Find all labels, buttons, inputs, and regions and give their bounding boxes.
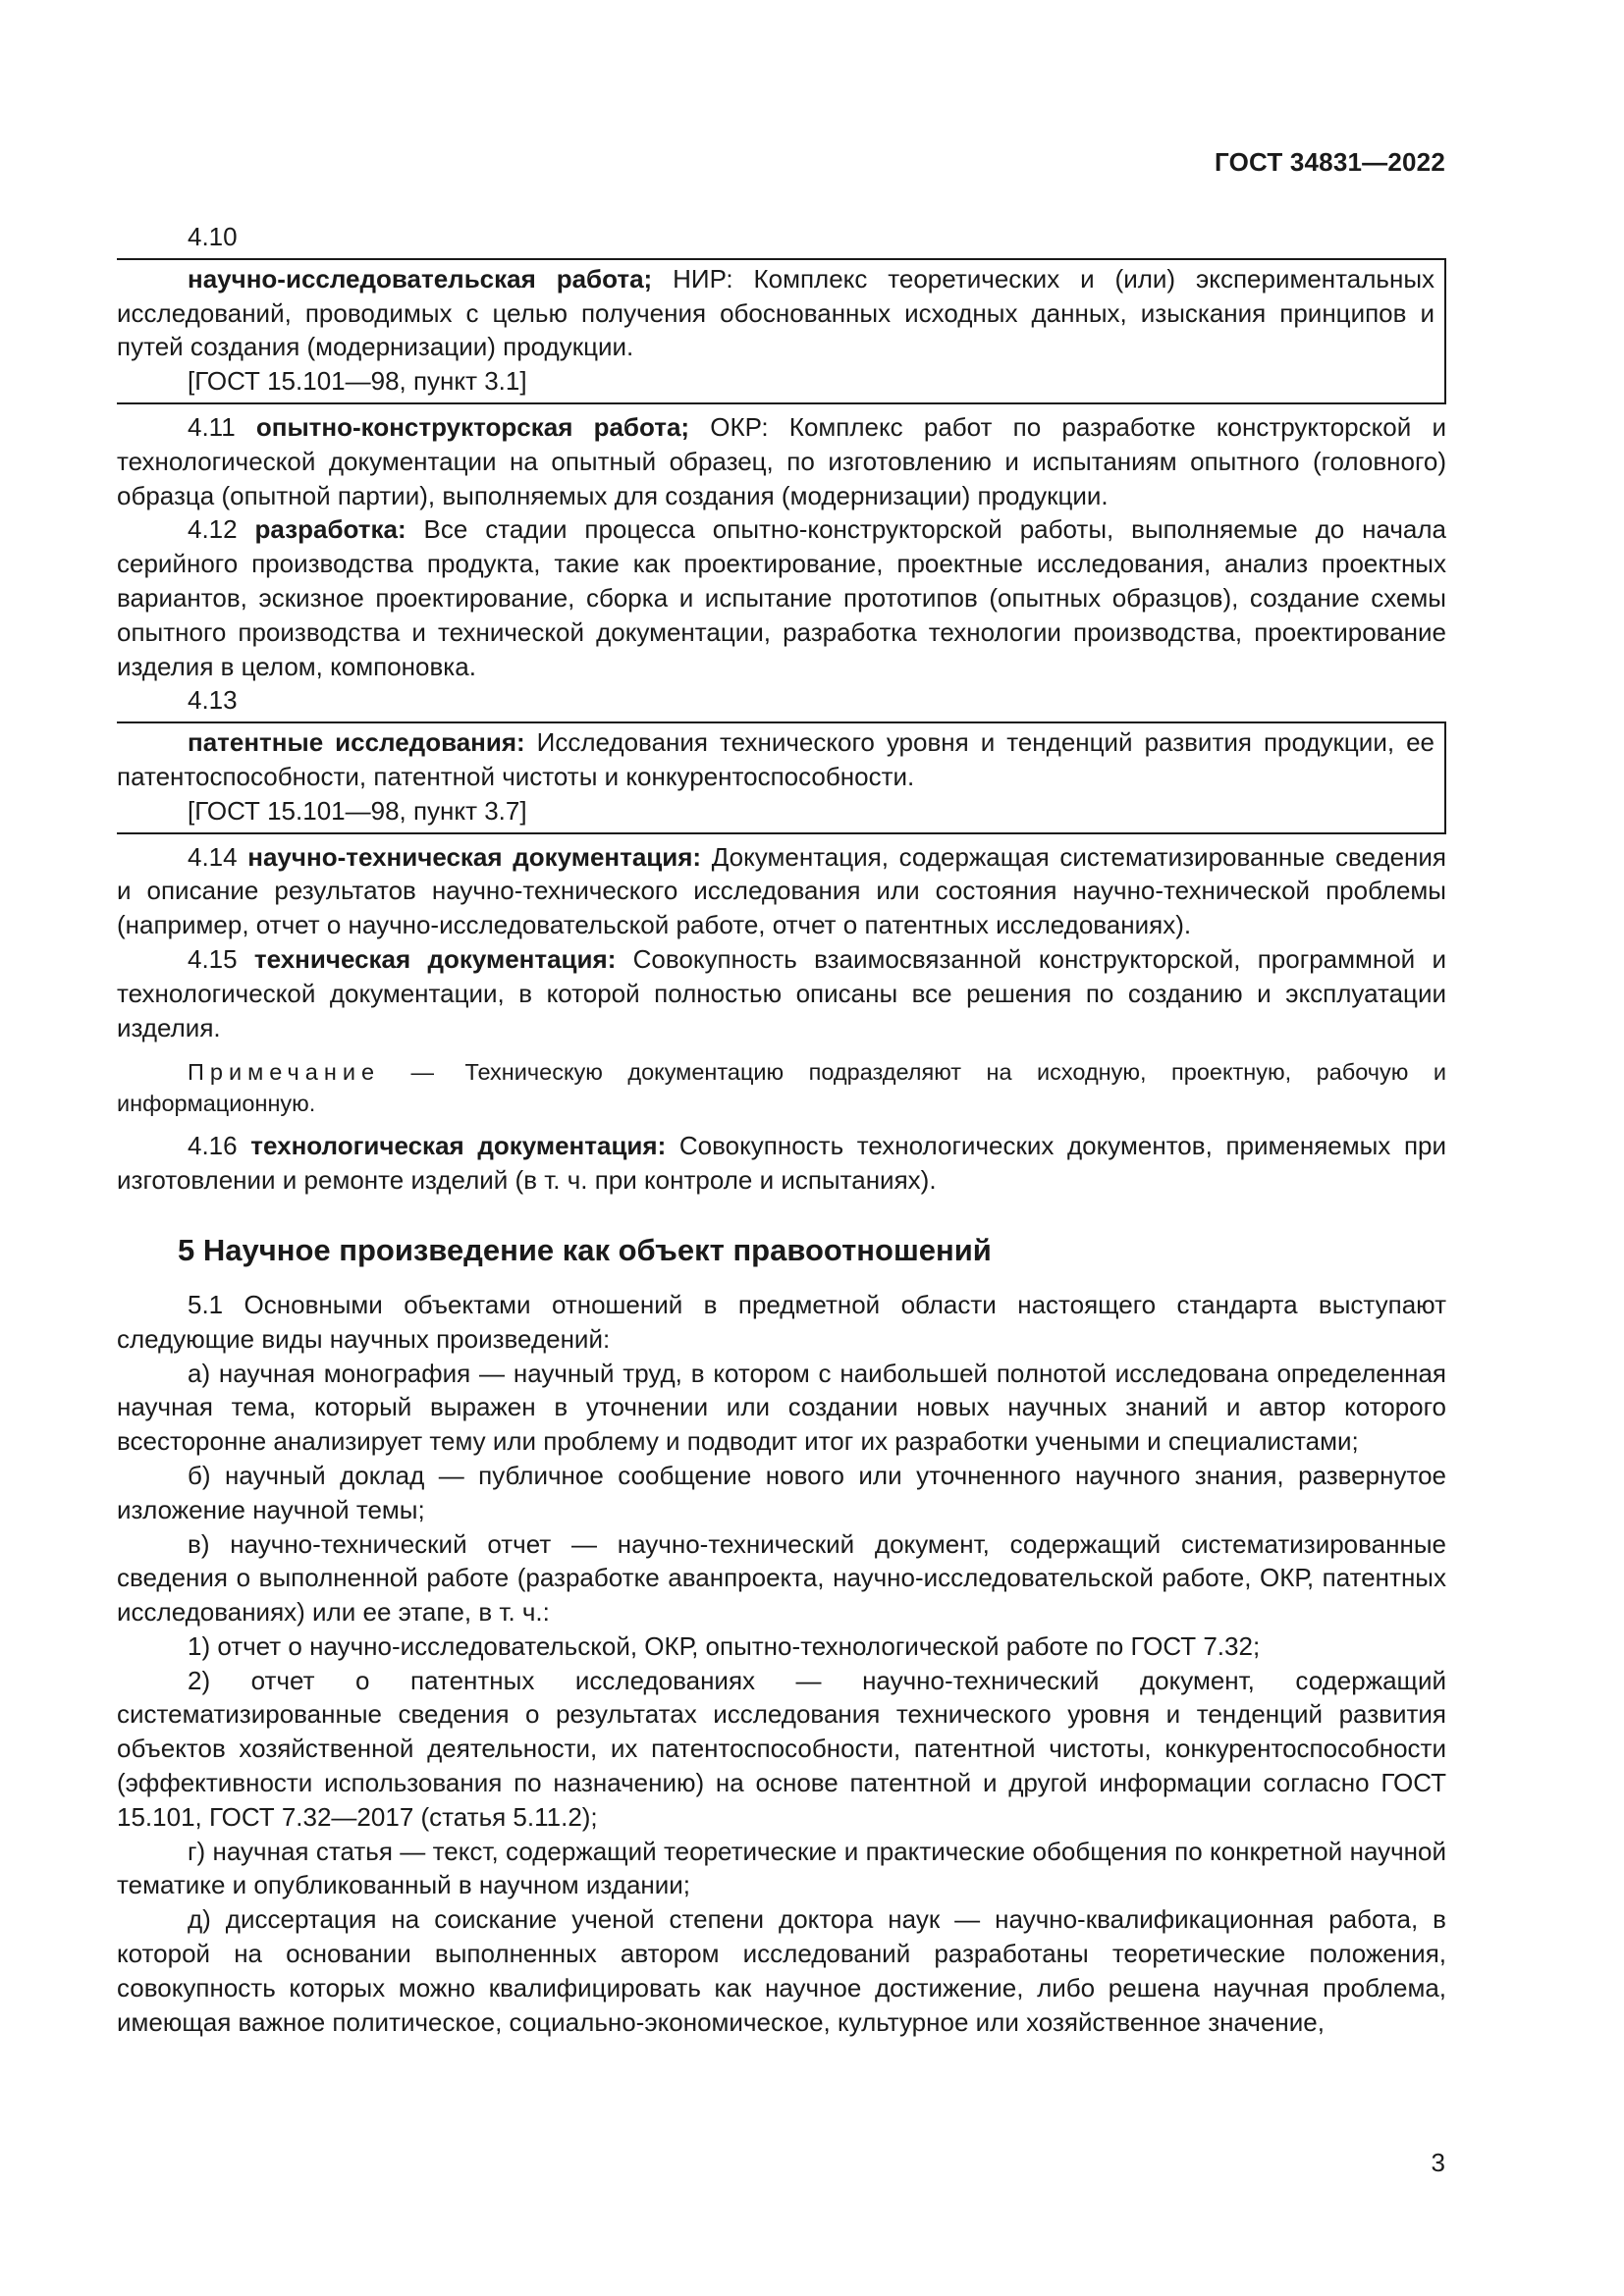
paragraph-5-1-v: в) научно-технический отчет — научно-технический документ, содержащий систематизированные сведения о выполненной работе (разработке аванпроекта, научно-исследовательской работе, ОКР, патентных исследованиях) или ее этапе, в т. ч.:: [117, 1528, 1446, 1628]
paragraph-5-1-v-2: 2) отчет о патентных исследованиях — научно-технический документ, содержащий систематизированные сведения о результатах исследования технического уровня и тенденций развития объектов хозяйственной деятельности, их патентоспособности, патентной чистоты, конкурентоспособности (эффективности использования по назначению) на основе патентной и другой информации согласно ГОСТ 15.101, ГОСТ 7.32—2017 (статья 5.11.2);: [117, 1665, 1446, 1832]
clause-number-4-14: 4.14: [188, 841, 238, 872]
clause-number-4-13: 4.13: [188, 685, 238, 716]
term-4-10: научно-исследовательская работа;: [188, 263, 653, 294]
definition-4-10: [117, 262, 1435, 364]
clause-number-4-16: 4.16: [188, 1131, 238, 1161]
paragraph-5-1-a: а) научная монография — научный труд, в котором с наибольшей полнотой исследована определенная научная тема, который выражен в уточнении или создании новых научных знаний и автор которого всесторонне анализирует тему или проблему и подводит итог их разработки учеными и специалистами;: [117, 1358, 1446, 1457]
note-label: Примечание —: [188, 1059, 440, 1086]
definition-text-4-11: ОКР: Комплекс работ по разработке конструкторской и технологической документации на опытный образец, по изготовлению и испытаниям опытного (головного) образца (опытной партии), выполняемых для создания (модернизации) продукции.: [117, 411, 1446, 510]
clause-number-4-10: 4.10: [188, 222, 238, 251]
definition-text-4-13: Исследования технического уровня и тенденций развития продукции, ее патентоспособности, патентной чистоты и конкурентоспособности.: [117, 727, 1435, 791]
term-4-12: разработка:: [254, 514, 406, 545]
document-code: ГОСТ 34831—2022: [1215, 147, 1445, 177]
clause-4-16: [117, 1129, 1446, 1198]
clause-4-12: [117, 512, 1446, 683]
term-4-11: опытно-конструкторская работа;: [255, 411, 690, 442]
definition-text-4-16: Совокупность технологических документов, применяемых при изготовлении и ремонте изделий (в т. ч. при контроле и испытаниях).: [117, 1131, 1447, 1196]
definition-box-4-10: [117, 258, 1446, 404]
document-body: [117, 220, 1446, 2039]
note-text: Техническую документацию подразделяют на исходную, проектную, рабочую и информационную.: [117, 1059, 1446, 1117]
definition-4-13: [117, 725, 1435, 794]
paragraph-5-1-v-1: 1) отчет о научно-исследовательской, ОКР, опытно-технологической работе по ГОСТ 7.32;: [188, 1630, 1261, 1661]
clause-number-4-12: 4.12: [188, 514, 238, 545]
page-number: 3: [1431, 2148, 1445, 2177]
paragraph-5-1: 5.1 Основными объектами отношений в предметной области настоящего стандарта выступают следующие виды научных произведений:: [117, 1289, 1446, 1354]
term-4-16: технологическая документация:: [250, 1131, 667, 1161]
definition-box-4-13: [117, 721, 1446, 833]
clause-number-4-11: 4.11: [188, 411, 236, 442]
definition-text-4-12: Все стадии процесса опытно-конструкторской работы, выполняемые до начала серийного производства продукта, такие как проектирование, проектные исследования, анализ проектных вариантов, эскизное проектирование, сборка и испытание прототипов (опытных образцов), создание схемы опытного производства и технической документации, разработка технологии производства, проектирование изделия в целом, компоновка.: [117, 514, 1446, 681]
definition-source-4-13: [ГОСТ 15.101—98, пункт 3.7]: [188, 795, 527, 826]
term-4-15: техническая документация:: [253, 943, 617, 974]
clause-4-11: [117, 410, 1446, 512]
paragraph-5-1-b: б) научный доклад — публичное сообщение нового или уточненного научного знания, развернутое изложение научной темы;: [117, 1460, 1446, 1524]
paragraph-5-1-g: г) научная статья — текст, содержащий теоретические и практические обобщения по конкретной научной тематике и опубликованный в научном издании;: [117, 1836, 1446, 1900]
paragraph-5-1-d: д) диссертация на соискание ученой степени доктора наук — научно-квалификационная работа, в которой на основании выполненных автором исследований разработаны теоретические положения, совокупность которых можно квалифицировать как научное достижение, либо решена научная проблема, имеющая важное политическое, социально-экономическое, культурное или хозяйственное значение,: [117, 1904, 1446, 2037]
term-4-13: патентные исследования:: [188, 727, 525, 758]
term-4-14: научно-техническая документация:: [247, 841, 702, 872]
definition-text-4-10: НИР: Комплекс теоретических и (или) экспериментальных исследований, проводимых с целью получения обоснованных исходных данных, изыскания принципов и путей создания (модернизации) продукции.: [117, 263, 1435, 362]
clause-4-14: [117, 840, 1446, 942]
clause-number-4-15: 4.15: [188, 943, 238, 974]
definition-text-4-14: Документация, содержащая систематизированные сведения и описание результатов научно-технического исследования или состояния научно-технической проблемы (например, отчет о научно-исследовательской работе, отчет о патентных исследованиях).: [117, 841, 1446, 940]
section-5-heading: 5 Научное произведение как объект правоотношений: [178, 1232, 992, 1267]
note: [117, 1056, 1446, 1119]
clause-4-15: [117, 942, 1446, 1044]
definition-source-4-10: [ГОСТ 15.101—98, пункт 3.1]: [188, 366, 527, 397]
definition-text-4-15: Совокупность взаимосвязанной конструкторской, программной и технологической документации, в которой полностью описаны все решения по созданию и эксплуатации изделия.: [117, 943, 1446, 1042]
